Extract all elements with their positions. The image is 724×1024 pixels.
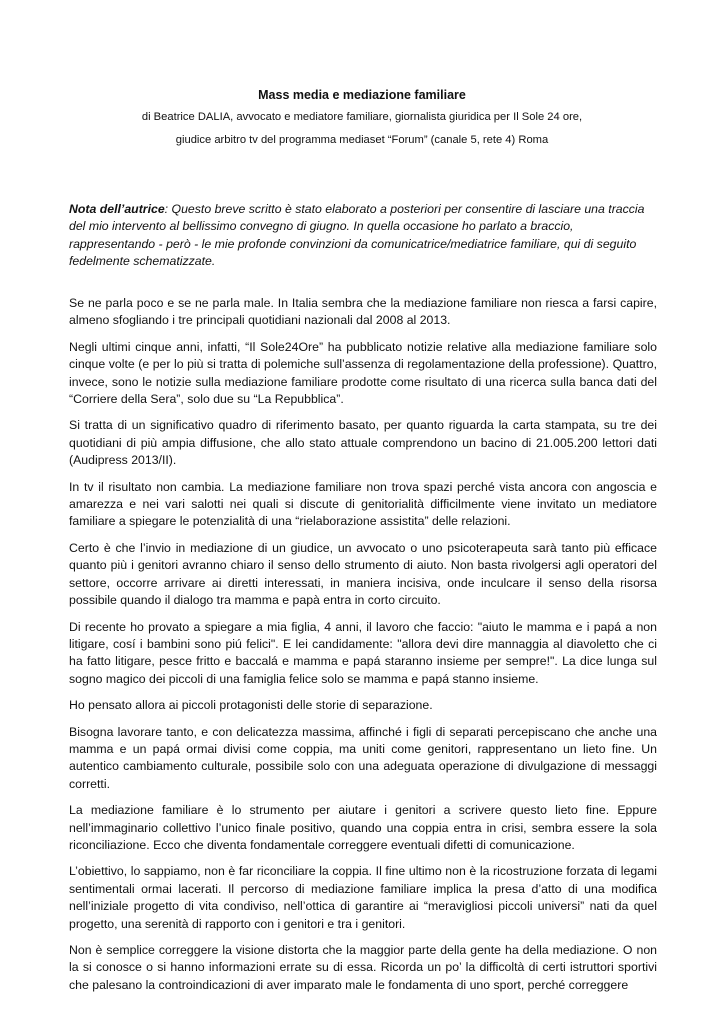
paragraph: La mediazione familiare è lo strumento per aiutare i genitori a scrivere questo lieto fine. Eppure nell’immaginario collettivo l’unico finale positivo, quando una coppia entra in crisi, sembra essere la sola riconciliazione. Ecco che diventa fondamentale correggere eventuali difetti di comunicazione. xyxy=(69,803,657,852)
paragraph: Negli ultimi cinque anni, infatti, “Il Sole24Ore” ha pubblicato notizie relative alla mediazione familiare solo cinque volte (e per lo più si tratta di polemiche sull’assenza di regolamentazione della professione). Quattro, invece, sono le notizie sulla mediazione familiare prodotte come risultato di una ricerca sulla banca dati del “Corriere della Sera”, solo due su “La Repubblica”. xyxy=(69,339,657,407)
paragraph: Di recente ho provato a spiegare a mia figlia, 4 anni, il lavoro che faccio: "aiuto le mamma e i papá a non litigare, cosí i bambini sono piú felici". E lei candidamente: "allora devi dire mannaggia al diavoletto che ci ha fatto litigare, pesce fritto e baccalá e mamma e papá staranno insieme per sempre!". La dice lunga sul sogno magico dei piccoli di una famiglia felice solo se mamma e papá stanno insieme. xyxy=(69,619,657,686)
paragraph: Non è semplice correggere la visione distorta che la maggior parte della gente ha della mediazione. O non la si conosce o si hanno informazioni errate su di essa. Ricorda un po’ la difficoltà di certi istruttori sportivi che palesano la controindicazioni di aver imparato male le fondamenta di uno sport, perché correggere xyxy=(69,943,657,992)
paragraph: In tv il risultato non cambia. La mediazione familiare non trova spazi perché vista ancora con angoscia e amarezza e nei vari salotti nei quali si discute di genitorialità difficilmente viene invitato un mediatore familiare a spiegare le potenzialità di una “rielaborazione assistita” delle relazioni. xyxy=(69,479,657,529)
author-note-label: Nota dell’autrice xyxy=(69,202,165,216)
article-body xyxy=(69,295,657,1003)
author-byline-line-1: di Beatrice DALIA, avvocato e mediatore familiare, giornalista giuridica per Il Sole 24 ore, xyxy=(141,111,583,123)
paragraph: Si tratta di un significativo quadro di riferimento basato, per quanto riguarda la carta stampata, su tre dei quotidiani di più ampia diffusione, che allo stato attuale comprendono un bacino di 21.005.200 lettori dati (Audipress 2013/II). xyxy=(69,418,657,468)
paragraph: L’obiettivo, lo sappiamo, non è far riconciliare la coppia. Il fine ultimo non è la ricostruzione forzata di legami sentimentali ormai lacerati. Il percorso di mediazione familiare implica la presa d’atto di una modifica nell’iniziale progetto di vita condiviso, nell’ottica di garantire ai “meravigliosi piccoli universi” nati da quel progetto, una serenità di rapporto con i genitori e tra i genitori. xyxy=(69,864,657,931)
paragraph: Certo è che l’invio in mediazione di un giudice, un avvocato o uno psicoterapeuta sarà tanto più efficace quanto più i genitori avranno chiaro il senso dello strumento di aiuto. Non basta rivolgersi agli operatori del settore, occorre arrivare ai diretti interessati, in maniera incisiva, onde inculcare il senso della risorsa possibile quando il dialogo tra mamma e papà entra in corto circuito. xyxy=(69,540,657,608)
author-note-text: : Questo breve scritto è stato elaborato a posteriori per consentire di lasciare una traccia del mio intervento al bellissimo convegno di giugno. In quella occasione ho parlato a braccio, rappresentando - però - le mie profonde convinzioni da comunicatrice/mediatrice familiare, qui di seguito fedelmente schematizzate. xyxy=(69,202,645,269)
paragraph: Se ne parla poco e se ne parla male. In Italia sembra che la mediazione familiare non riesca a farsi capire, almeno sfogliando i tre principali quotidiani nazionali dal 2008 al 2013. xyxy=(69,296,657,328)
paragraph: Bisogna lavorare tanto, e con delicatezza massima, affinché i figli di separati percepiscano che anche una mamma e un papá ormai divisi come coppia, ma uniti come genitori, rappresentano un lieto fine. Un autentico cambiamento culturale, possibile solo con una adeguata operazione di divulgazione di messaggi corretti. xyxy=(69,724,657,791)
author-byline-line-2: giudice arbitro tv del programma mediaset “Forum” (canale 5, rete 4) Roma xyxy=(175,134,549,146)
document-title: Mass media e mediazione familiare xyxy=(258,88,466,102)
author-note xyxy=(69,201,655,271)
paragraph: Ho pensato allora ai piccoli protagonisti delle storie di separazione. xyxy=(69,698,433,713)
